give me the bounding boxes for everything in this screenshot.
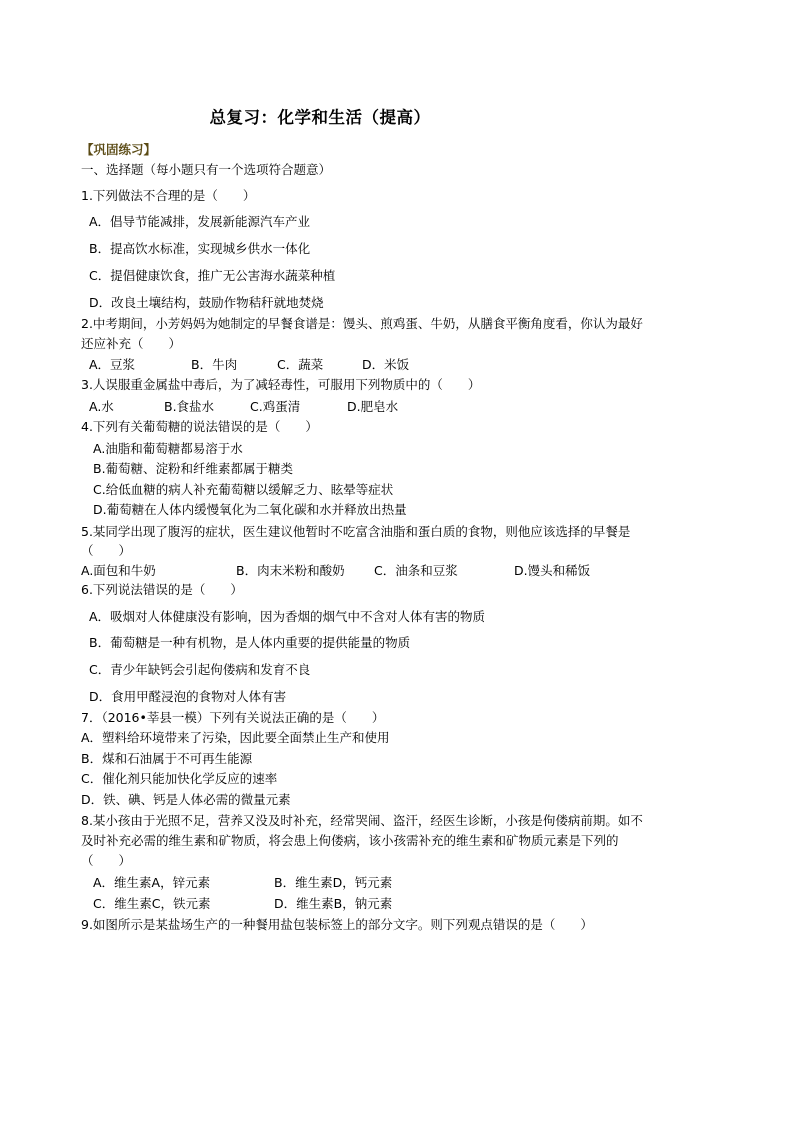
part-heading: 一、选择题（每小题只有一个选项符合题意） [81,162,332,177]
question-2-stem-line-1: 2.中考期间，小芳妈妈为她制定的早餐食谱是：馒头、煎鸡蛋、牛奶，从膳食平衡角度看，你认为最好 [81,316,643,331]
question-2-stem-line-2: 还应补充（ ） [81,336,182,351]
question-7-option-b: B．煤和石油属于不可再生能源 [81,751,253,766]
question-1-option-b: B．提高饮水标准，实现城乡供水一体化 [89,241,311,256]
question-3-option-a: A.水 [89,399,114,414]
question-6-option-a: A．吸烟对人体健康没有影响，因为香烟的烟气中不含对人体有害的物质 [89,609,486,624]
question-5-option-d: D.馒头和稀饭 [514,563,591,578]
question-4-stem: 4.下列有关葡萄糖的说法错误的是（ ） [81,419,318,434]
question-6-option-b: B．葡萄糖是一种有机物，是人体内重要的提供能量的物质 [89,635,411,650]
question-2-option-a: A．豆浆 [89,357,136,372]
question-4-option-a: A.油脂和葡萄糖都易溶于水 [93,441,243,456]
question-3-option-c: C.鸡蛋清 [250,399,301,414]
question-1-stem: 1.下列做法不合理的是（ ） [81,188,256,203]
question-6-option-c: C．青少年缺钙会引起佝偻病和发育不良 [89,662,311,677]
question-5-option-b: B．肉末米粉和酸奶 [236,563,345,578]
question-7-stem: 7．（2016•莘县一模）下列有关说法正确的是（ ） [81,710,385,725]
question-9-stem: 9.如图所示是某盐场生产的一种餐用盐包装标签上的部分文字。则下列观点错误的是（ ） [81,917,593,932]
question-6-option-d: D．食用甲醛浸泡的食物对人体有害 [89,689,287,704]
question-1-option-d: D．改良土壤结构，鼓励作物秸秆就地焚烧 [89,295,324,310]
question-1-option-a: A．倡导节能减排，发展新能源汽车产业 [89,214,311,229]
question-8-option-b: B．维生素D，钙元素 [274,875,393,890]
question-8-option-c: C．维生素C，铁元素 [93,896,211,911]
question-3-stem: 3.人误服重金属盐中毒后，为了减轻毒性，可服用下列物质中的（ ） [81,377,481,392]
question-7-option-a: A．塑料给环境带来了污染，因此要全面禁止生产和使用 [81,730,390,745]
question-8-stem-line-3: （ ） [81,853,132,868]
question-6-stem: 6.下列说法错误的是（ ） [81,582,243,597]
question-7-option-d: D．铁、碘、钙是人体必需的微量元素 [81,792,291,807]
question-2-option-d: D．米饭 [362,357,410,372]
section-label: 【巩固练习】 [81,142,157,157]
question-4-option-b: B.葡萄糖、淀粉和纤维素都属于糖类 [93,461,294,476]
question-7-option-c: C．催化剂只能加快化学反应的速率 [81,771,278,786]
question-5-option-a: A.面包和牛奶 [81,563,156,578]
question-1-option-c: C．提倡健康饮食，推广无公害海水蔬菜种植 [89,268,336,283]
question-2-option-c: C．蔬菜 [277,357,324,372]
question-5-stem-line-1: 5.某同学出现了腹泻的症状，医生建议他暂时不吃富含油脂和蛋白质的食物，则他应该选择的早餐是 [81,524,631,539]
question-5-option-c: C．油条和豆浆 [374,563,458,578]
question-8-option-a: A．维生素A，锌元素 [93,875,211,890]
question-4-option-c: C.给低血糖的病人补充葡萄糖以缓解乏力、眩晕等症状 [93,482,394,497]
question-8-option-d: D．维生素B，钠元素 [274,896,393,911]
question-2-option-b: B．牛肉 [191,357,238,372]
question-4-option-d: D.葡萄糖在人体内缓慢氧化为二氧化碳和水并释放出热量 [93,502,407,517]
question-3-option-d: D.肥皂水 [347,399,399,414]
question-5-stem-line-2: （ ） [81,543,132,558]
question-8-stem-line-1: 8.某小孩由于光照不足，营养又没及时补充，经常哭闹、盗汗，经医生诊断，小孩是佝偻病前期。如不 [81,813,643,828]
question-3-option-b: B.食盐水 [164,399,215,414]
question-8-stem-line-2: 及时补充必需的维生素和矿物质，将会患上佝偻病，该小孩需补充的维生素和矿物质元素是下列的 [81,833,619,848]
page-title: 总复习：化学和生活（提高） [209,108,431,127]
